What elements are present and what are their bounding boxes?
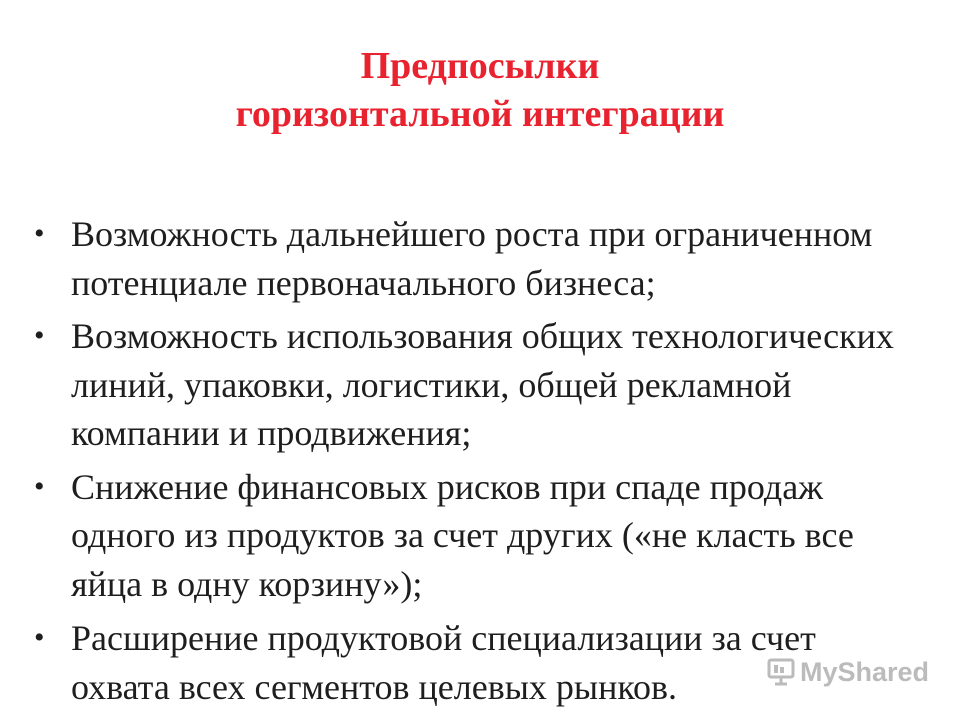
- bullet-point-icon: •: [34, 469, 45, 503]
- bullet-point-icon: •: [34, 217, 45, 250]
- bullet-text-line: потенциале первоначального бизнеса;: [71, 262, 656, 303]
- myshared-watermark: [766, 652, 929, 692]
- bullet-text-line: одного из продуктов за счет других («не класть все: [71, 515, 854, 555]
- title-line-1: Предпосылки: [360, 45, 600, 87]
- bullet-list: [34, 210, 934, 711]
- slide-title: [0, 42, 960, 138]
- bullet-text-line: компании и продвижения;: [71, 413, 472, 453]
- bullet-text-line: Снижение финансовых рисков при спаде продаж: [71, 466, 824, 507]
- bullet-point-icon: •: [34, 319, 45, 352]
- bullet-point-icon: •: [34, 621, 45, 654]
- bullet-item: [34, 312, 934, 458]
- bullet-text-line: линий, упаковки, логистики, общей рекламной: [71, 364, 792, 405]
- bullet-text-line: Возможность использования общих технологических: [71, 316, 894, 356]
- bullet-text-line: охвата всех сегментов целевых рынков.: [71, 666, 677, 707]
- bullet-item: [34, 210, 934, 307]
- bullet-text-line: Возможность дальнейшего роста при ограниченном: [71, 214, 873, 254]
- bullet-text-line: яйца в одну корзину»);: [71, 563, 423, 604]
- bullet-text-line: Расширение продуктовой специализации за счет: [71, 618, 816, 658]
- watermark-text: MyShared: [800, 656, 930, 687]
- bullet-item: [34, 463, 934, 609]
- title-line-2: горизонтальной интеграции: [235, 93, 725, 135]
- presentation-board-icon: [766, 657, 796, 687]
